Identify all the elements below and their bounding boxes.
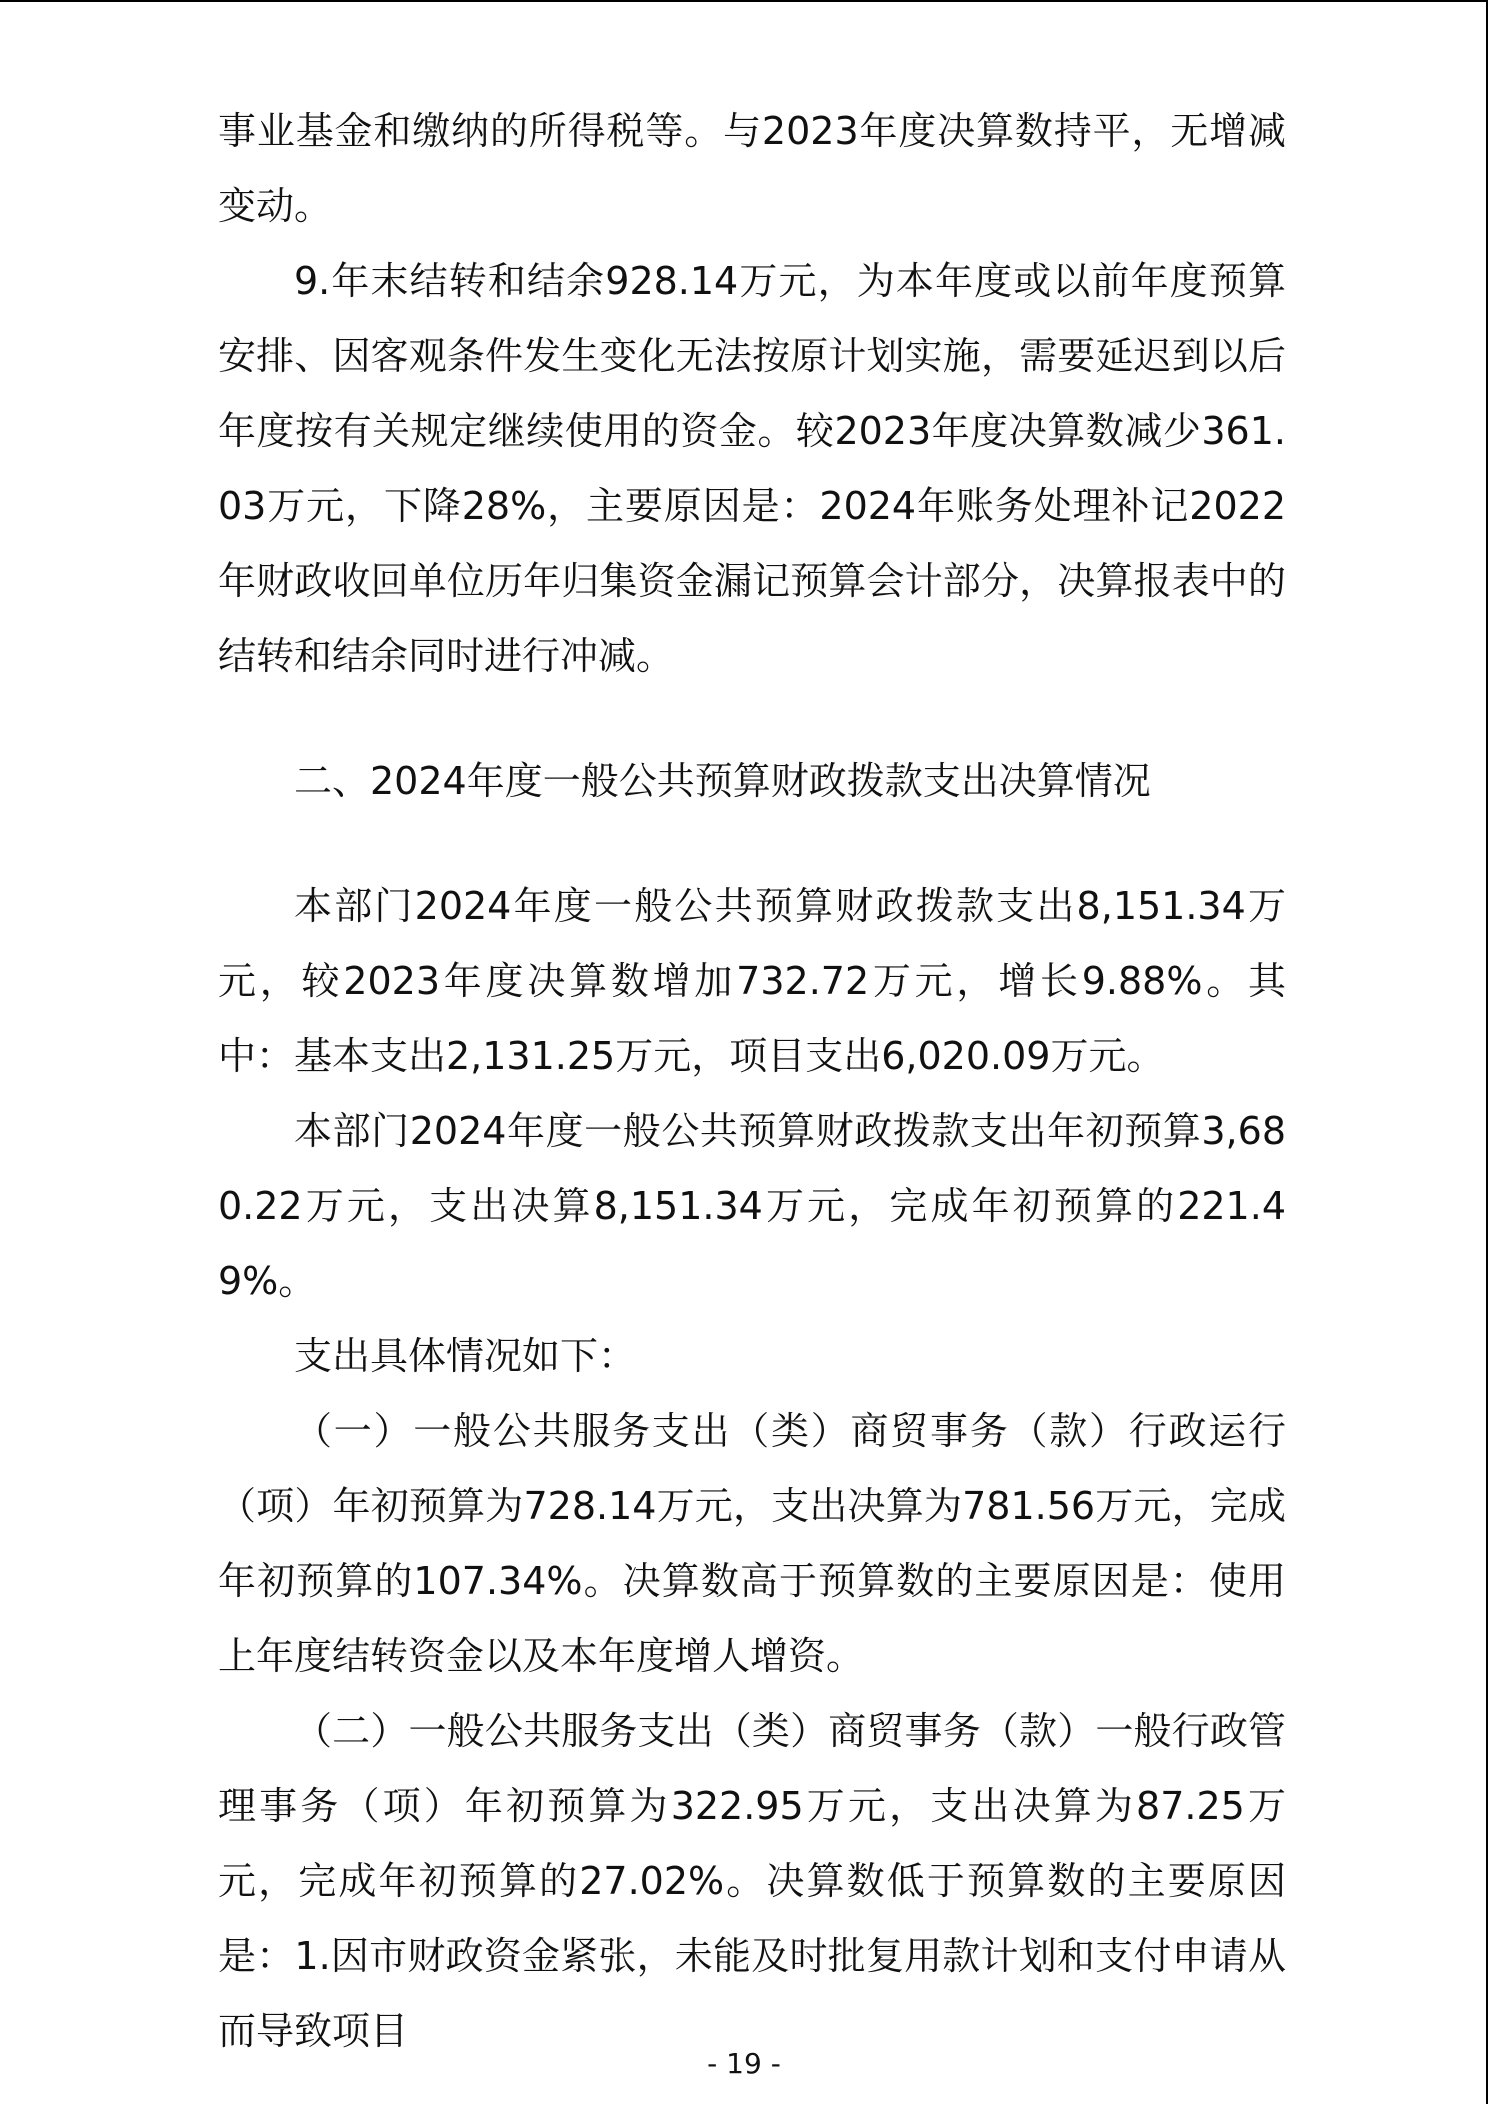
paragraph-item-one: （一）一般公共服务支出（类）商贸事务（款）行政运行（项）年初预算为728.14万元，支出决算为781.56万元，完成年初预算的107.34%。决算数高于预算数的主要原因是：使用上年度结转资金以及本年度增人增资。	[218, 1409, 1286, 1678]
section-heading: 二、2024年度一般公共预算财政拨款支出决算情况	[294, 759, 1151, 803]
paragraph-budget-completion: 本部门2024年度一般公共预算财政拨款支出年初预算3,680.22万元，支出决算8,151.34万元，完成年初预算的221.49%。	[218, 1109, 1286, 1303]
paragraph-details-intro: 支出具体情况如下：	[294, 1334, 637, 1378]
document-body	[218, 94, 1286, 2069]
paragraph-item-two: （二）一般公共服务支出（类）商贸事务（款）一般行政管理事务（项）年初预算为322.95万元，支出决算为87.25万元，完成年初预算的27.02%。决算数低于预算数的主要原因是：1.因市财政资金紧张，未能及时批复用款计划和支付申请从而导致项目	[218, 1709, 1286, 2053]
page-top-border	[0, 0, 1488, 2]
paragraph-fund-tax: 事业基金和缴纳的所得税等。与2023年度决算数持平，无增减变动。	[218, 109, 1286, 228]
paragraph-year-end-balance: 9.年末结转和结余928.14万元，为本年度或以前年度预算安排、因客观条件发生变化无法按原计划实施，需要延迟到以后年度按有关规定继续使用的资金。较2023年度决算数减少361.03万元，下降28%，主要原因是：2024年账务处理补记2022年财政收回单位历年归集资金漏记预算会计部分，决算报表中的结转和结余同时进行冲减。	[218, 259, 1286, 678]
paragraph-total-expenditure: 本部门2024年度一般公共预算财政拨款支出8,151.34万元，较2023年度决算数增加732.72万元，增长9.88%。其中：基本支出2,131.25万元，项目支出6,020.09万元。	[218, 884, 1286, 1078]
page-number: - 19 -	[707, 2047, 781, 2080]
